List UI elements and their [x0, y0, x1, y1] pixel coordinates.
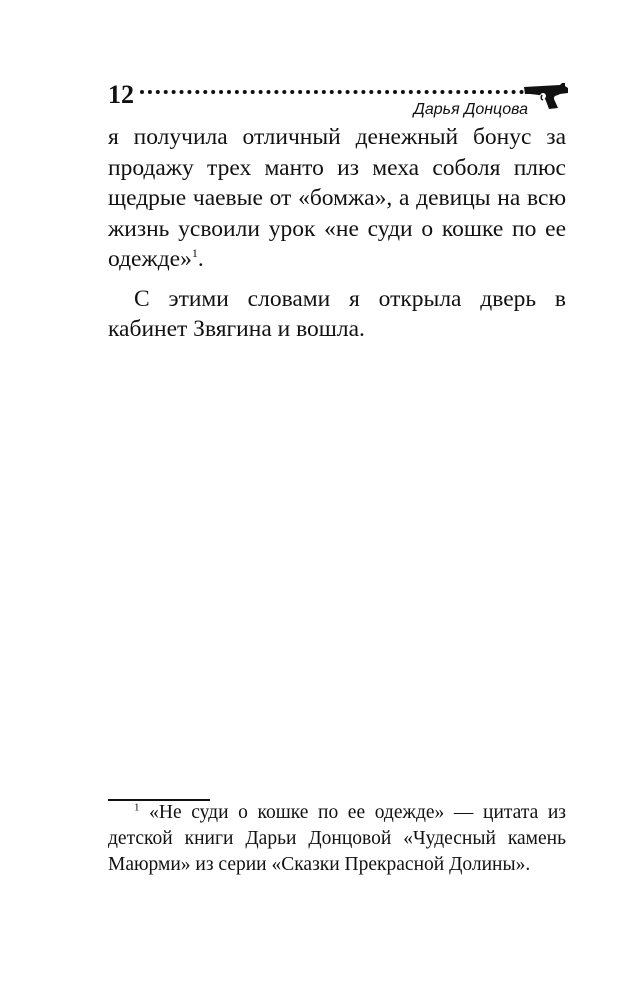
footnote-marker: 1 — [134, 801, 140, 814]
running-head-author: Дарья Донцова — [413, 101, 528, 118]
footnote-reference[interactable]: 1 — [191, 246, 198, 261]
header-dotted-rule — [140, 90, 524, 94]
paragraph-text: я получила отличный денежный бонус за продажу трех манто из меха соболя плюс щедрые чаевые от «бомжа», а девицы на всю жизнь усвоили урок «не суди о кошке по ее одежде» — [108, 124, 566, 272]
paragraph — [108, 122, 566, 275]
paragraph: С этими словами я открыла дверь в кабинет Звягина и вошла. — [108, 285, 566, 342]
footnote — [108, 800, 566, 878]
paragraph-end: . — [197, 246, 204, 272]
body-text — [108, 122, 566, 345]
footnote-text: «Не суди о кошке по ее одежде» — цитата из детской книги Дарьи Донцовой «Чудесный камень Маюрми» из серии «Сказки Прекрасной Долины». — [108, 802, 566, 875]
revolver-icon — [522, 82, 570, 110]
page-number: 12 — [108, 80, 134, 109]
